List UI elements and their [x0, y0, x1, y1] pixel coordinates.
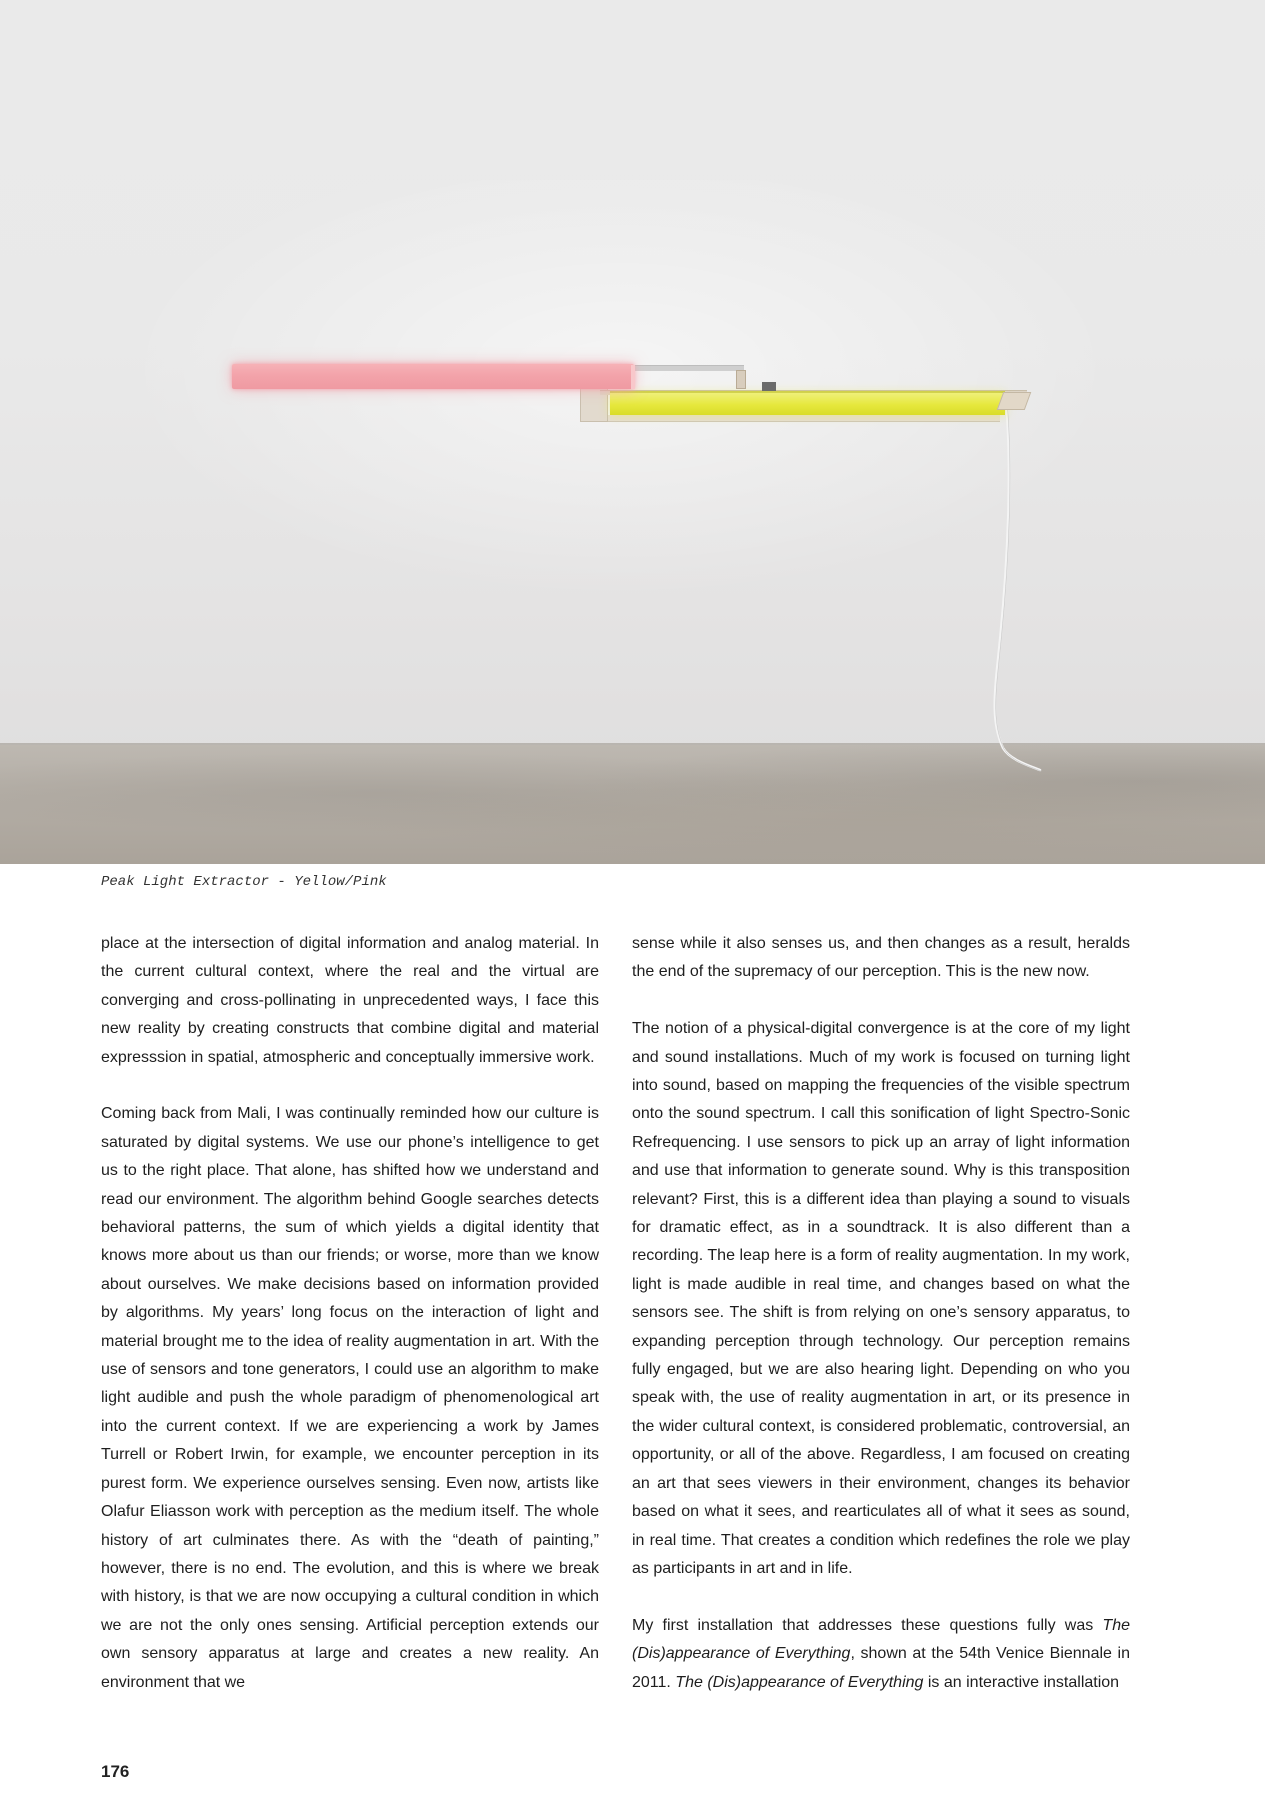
body-paragraph [632, 1612, 1130, 1697]
light-sensor [762, 382, 776, 391]
body-paragraph: Coming back from Mali, I was continually reminded how our culture is saturated by digital systems. We use our phone’s intelligence to get us to the right place. That alone, has shifted how we understand and read our environment. The algorithm behind Google searches detects behavioral patterns, the sum of which yields a digital identity that knows more about us than our friends; or worse, more than we know about ourselves. We make decisions based on information provided by algorithms. My years’ long focus on the interaction of light and material brought me to the idea of reality augmentation in art. With the use of sensors and tone generators, I could use an algorithm to make light audible and push the whole paradigm of phenomenological art into the current context. If we are experiencing a work by James Turrell or Robert Irwin, for example, we encounter perception in its purest form. We experience ourselves sensing. Even now, artists like Olafur Eliasson work with perception as the medium itself. The whole history of art culminates there. As with the “death of painting,” however, there is no end. The evolution, and this is where we break with history, is that we are now occupying a cultural condition in which we are not the only ones sensing. Artificial perception extends our own sensory apparatus at large and creates a new reality. An environment that we [101, 1105, 599, 1691]
metal-bracket [634, 365, 744, 371]
artwork-title: The (Dis)appearance of Everything [675, 1673, 924, 1691]
pink-tube-cap [631, 365, 635, 389]
paragraph-text: is an interactive installation [923, 1673, 1120, 1691]
right-column [632, 930, 1130, 1725]
paragraph-text: , shown at the 54th Venice Biennale in 2011. [632, 1645, 1131, 1691]
page-number: 176 [101, 1762, 130, 1781]
yellow-light-box [610, 393, 1005, 415]
left-column [101, 930, 599, 1725]
pink-light-tube [232, 364, 634, 389]
power-cable [0, 0, 1265, 864]
wood-base-strip [580, 415, 1000, 422]
body-paragraph: place at the intersection of digital information and analog material. In the current cultural context, where the real and the virtual are converging and cross-pollinating in unprecedented ways, I face this new reality by creating constructs that combine digital and material expresssion in spatial, atmospheric and conceptually immersive work. [101, 935, 599, 1066]
artwork-photo [0, 0, 1265, 864]
artwork-title: The (Dis)appearance of Everything [632, 1616, 1130, 1663]
body-paragraph: sense while it also senses us, and then changes as a result, heralds the end of the supremacy of our perception. This is the new now. [632, 935, 1130, 981]
paragraph-text: My first installation that addresses these questions fully was [632, 1616, 1103, 1634]
bracket-end-block [736, 370, 746, 389]
figure-caption: Peak Light Extractor - Yellow/Pink [101, 874, 387, 890]
body-paragraph: The notion of a physical-digital convergence is at the core of my light and sound installations. Much of my work is focused on turning light into sound, based on mapping the frequencies of the visible spectrum onto the sound spectrum. I call this sonification of light Spectro-Sonic Refrequencing. I use sensors to pick up an array of light information and use that information to generate sound. Why is this transposition relevant? First, this is a different idea than playing a sound to visuals for dramatic effect, as in a soundtrack. It is also different than a recording. The leap here is a form of reality augmentation. In my work, light is made audible in real time, and changes based on what the sensors see. The shift is from relying on one’s sensory apparatus, to expanding perception through technology. Our perception remains fully engaged, but we are also hearing light. Depending on who you speak with, the use of reality augmentation in art, or its presence in the wider cultural context, is considered problematic, controversial, an opportunity, or all of the above. Regardless, I am focused on creating an art that sees viewers in their environment, changes its behavior based on what it sees, and rearticulates all of what it sees as sound, in real time. That creates a condition which redefines the role we play as participants in art and in life. [632, 1020, 1130, 1577]
